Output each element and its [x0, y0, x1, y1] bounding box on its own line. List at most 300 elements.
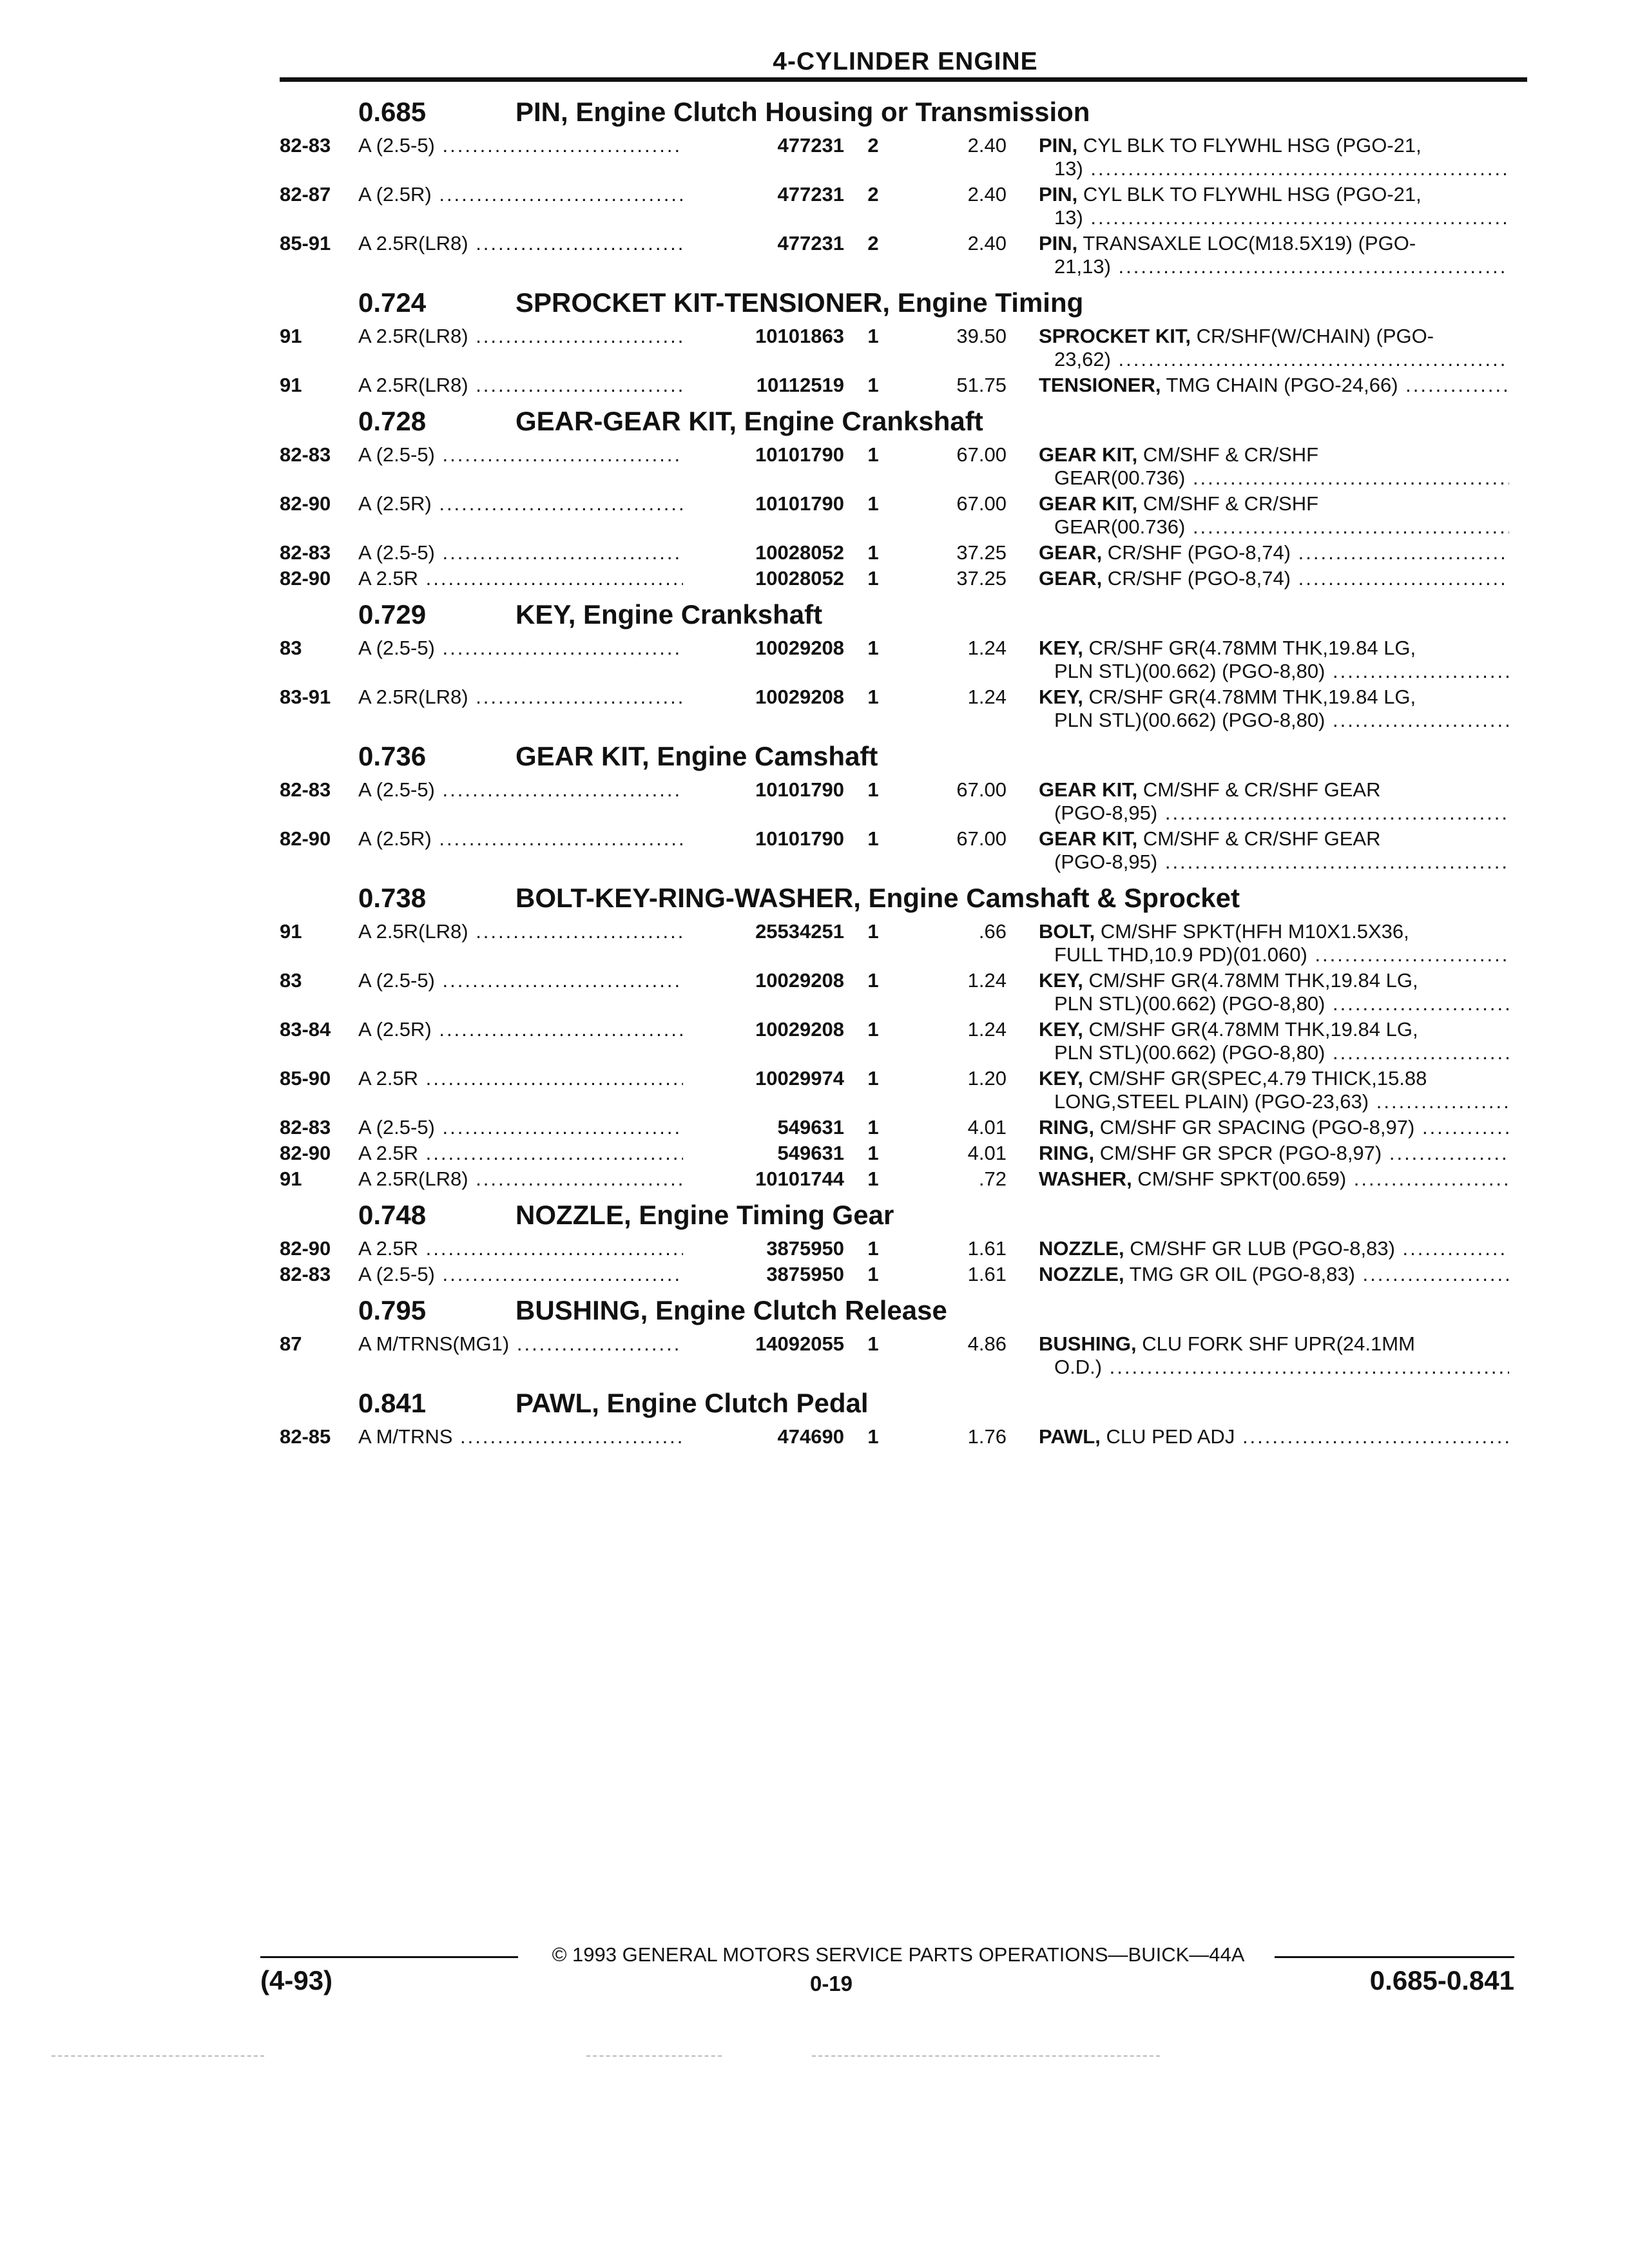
- description-text: O.D.): [1054, 1356, 1103, 1378]
- part-type-keyword: GEAR KIT,: [1039, 443, 1138, 466]
- price: 1.24: [967, 969, 1007, 992]
- header-rule: [280, 77, 1527, 82]
- description-text: CM/SHF & CR/SHF GEAR: [1137, 827, 1381, 850]
- part-type-keyword: TENSIONER,: [1039, 374, 1161, 396]
- description-text: CR/SHF (PGO-8,74): [1102, 567, 1291, 590]
- model-years: 82-90: [280, 567, 331, 590]
- part-type-keyword: BUSHING,: [1039, 1332, 1137, 1355]
- description-text: CM/SHF GR LUB (PGO-8,83): [1124, 1237, 1395, 1260]
- section-number: 0.736: [358, 741, 427, 771]
- part-number: 10101744: [683, 1168, 844, 1191]
- description-text: CR/SHF GR(4.78MM THK,19.84 LG,: [1083, 637, 1416, 659]
- part-type-keyword: KEY,: [1039, 637, 1083, 659]
- description-line: [1039, 206, 1509, 229]
- description-line: [1039, 637, 1509, 660]
- description-line: [1039, 232, 1509, 255]
- section-header: [0, 406, 1629, 443]
- part-number: 549631: [683, 1116, 844, 1139]
- part-description: [1039, 1425, 1509, 1448]
- footer-copyright: © 1993 GENERAL MOTORS SERVICE PARTS OPERATIONS—BUICK—44A: [552, 1943, 1245, 1966]
- section-0-728: [0, 406, 1629, 599]
- description-text: (PGO-8,95): [1054, 850, 1158, 873]
- price: .72: [978, 1168, 1007, 1190]
- section-header: [0, 1388, 1629, 1425]
- model-years: 83: [280, 637, 302, 659]
- part-number: 14092055: [683, 1332, 844, 1356]
- description-line: [1039, 374, 1509, 397]
- model-code: A 2.5R(LR8) .....: [358, 325, 693, 348]
- model-code: A M/TRNS .....: [358, 1425, 693, 1448]
- section-number: 0.748: [358, 1200, 427, 1230]
- model-code: A 2.5R(LR8) .....: [358, 686, 693, 709]
- model-code: A (2.5R) .....: [358, 827, 693, 850]
- section-header: [0, 599, 1629, 637]
- quantity: 1: [867, 1168, 879, 1190]
- model-years: 82-83: [280, 134, 331, 157]
- part-description: [1039, 1263, 1509, 1286]
- footer-rule-right: [1275, 1956, 1514, 1958]
- quantity: 1: [867, 567, 879, 590]
- part-type-keyword: KEY,: [1039, 686, 1083, 708]
- model-code: A (2.5-5) .....: [358, 541, 693, 564]
- model-years: 91: [280, 1168, 302, 1190]
- section-number: 0.841: [358, 1388, 427, 1418]
- description-line: [1039, 920, 1509, 943]
- model-code: A (2.5R) .....: [358, 183, 693, 206]
- part-number: 10029208: [683, 637, 844, 660]
- part-row: [0, 1332, 1629, 1381]
- model-code: A (2.5R) .....: [358, 1018, 693, 1041]
- description-text: CM/SHF & CR/SHF: [1137, 443, 1319, 466]
- description-line: [1039, 515, 1509, 539]
- part-row: [0, 1425, 1629, 1451]
- quantity: 1: [867, 1237, 879, 1260]
- part-type-keyword: RING,: [1039, 1142, 1095, 1164]
- part-row: [0, 1263, 1629, 1289]
- section-title: GEAR-GEAR KIT, Engine Crankshaft: [516, 406, 983, 436]
- quantity: 1: [867, 325, 879, 347]
- part-description: [1039, 1018, 1509, 1064]
- description-text: CM/SHF GR SPCR (PGO-8,97): [1094, 1142, 1382, 1164]
- price: 51.75: [956, 374, 1007, 396]
- part-row: [0, 969, 1629, 1018]
- section-header: [0, 1295, 1629, 1332]
- part-number: 3875950: [683, 1237, 844, 1260]
- footer-rule-left: [260, 1956, 518, 1958]
- description-line: [1039, 969, 1509, 992]
- model-code: A 2.5R .....: [358, 567, 693, 590]
- part-number: 25534251: [683, 920, 844, 943]
- section-number: 0.685: [358, 97, 427, 127]
- description-text: (PGO-8,95): [1054, 802, 1158, 824]
- part-description: [1039, 1332, 1509, 1379]
- part-row: [0, 567, 1629, 593]
- model-years: 82-90: [280, 492, 331, 515]
- model-years: 82-83: [280, 1263, 331, 1285]
- part-number: 10029974: [683, 1067, 844, 1090]
- part-type-keyword: NOZZLE,: [1039, 1237, 1124, 1260]
- description-text: TMG GR OIL (PGO-8,83): [1124, 1263, 1355, 1285]
- price: 67.00: [956, 492, 1007, 515]
- section-0-748: [0, 1200, 1629, 1295]
- price: 67.00: [956, 778, 1007, 801]
- section-0-841: [0, 1388, 1629, 1457]
- price: 67.00: [956, 827, 1007, 850]
- part-description: [1039, 637, 1509, 683]
- model-years: 82-83: [280, 541, 331, 564]
- part-type-keyword: KEY,: [1039, 1018, 1083, 1041]
- model-years: 82-90: [280, 1142, 331, 1164]
- part-row: [0, 183, 1629, 232]
- part-row: [0, 637, 1629, 686]
- description-line: [1039, 1168, 1509, 1191]
- part-type-keyword: BOLT,: [1039, 920, 1095, 943]
- description-text: LONG,STEEL PLAIN) (PGO-23,63): [1054, 1090, 1369, 1113]
- description-line: [1039, 541, 1509, 564]
- section-title: BOLT-KEY-RING-WASHER, Engine Camshaft & Sprocket: [516, 883, 1240, 913]
- model-years: 91: [280, 374, 302, 396]
- model-years: 82-83: [280, 443, 331, 466]
- description-line: [1039, 1425, 1509, 1448]
- description-line: [1039, 1263, 1509, 1286]
- description-text: CR/SHF(W/CHAIN) (PGO-: [1190, 325, 1434, 347]
- part-description: [1039, 183, 1509, 229]
- model-code: A (2.5-5) .....: [358, 443, 693, 466]
- section-title: BUSHING, Engine Clutch Release: [516, 1295, 947, 1325]
- section-0-729: [0, 599, 1629, 741]
- part-description: [1039, 1116, 1509, 1139]
- description-line: [1039, 1041, 1509, 1064]
- part-description: [1039, 778, 1509, 825]
- part-description: [1039, 827, 1509, 874]
- part-type-keyword: GEAR KIT,: [1039, 778, 1138, 801]
- section-title: PIN, Engine Clutch Housing or Transmission: [516, 97, 1090, 127]
- section-number: 0.729: [358, 599, 427, 629]
- quantity: 1: [867, 1332, 879, 1355]
- description-text: 13): [1054, 157, 1083, 180]
- description-line: [1039, 1090, 1509, 1113]
- model-code: A (2.5-5) .....: [358, 134, 693, 157]
- part-type-keyword: RING,: [1039, 1116, 1095, 1139]
- section-number: 0.724: [358, 287, 427, 318]
- model-years: 82-87: [280, 183, 331, 206]
- part-number: 474690: [683, 1425, 844, 1448]
- quantity: 1: [867, 443, 879, 466]
- part-type-keyword: SPROCKET KIT,: [1039, 325, 1191, 347]
- price: 2.40: [967, 232, 1007, 255]
- model-code: A 2.5R .....: [358, 1067, 693, 1090]
- description-line: [1039, 686, 1509, 709]
- description-text: GEAR(00.736): [1054, 515, 1186, 538]
- section-title: SPROCKET KIT-TENSIONER, Engine Timing: [516, 287, 1084, 318]
- section-0-736: [0, 741, 1629, 883]
- description-text: TRANSAXLE LOC(M18.5X19) (PGO-: [1077, 232, 1416, 255]
- footer-item-range: 0.685-0.841: [1369, 1965, 1514, 1995]
- description-line: [1039, 1356, 1509, 1379]
- quantity: 2: [867, 134, 879, 157]
- description-line: [1039, 466, 1509, 490]
- description-text: CR/SHF GR(4.78MM THK,19.84 LG,: [1083, 686, 1416, 708]
- part-number: 549631: [683, 1142, 844, 1165]
- part-number: 10112519: [683, 374, 844, 397]
- quantity: 1: [867, 969, 879, 992]
- description-line: [1039, 1142, 1509, 1165]
- description-line: [1039, 443, 1509, 466]
- quantity: 1: [867, 374, 879, 396]
- part-number: 10101790: [683, 492, 844, 515]
- description-text: PLN STL)(00.662) (PGO-8,80): [1054, 660, 1325, 682]
- quantity: 2: [867, 183, 879, 206]
- part-type-keyword: PIN,: [1039, 183, 1078, 206]
- model-code: A (2.5R) .....: [358, 492, 693, 515]
- part-row: [0, 1168, 1629, 1193]
- section-header: [0, 287, 1629, 325]
- quantity: 2: [867, 232, 879, 255]
- part-description: [1039, 134, 1509, 180]
- part-row: [0, 374, 1629, 399]
- description-line: [1039, 1018, 1509, 1041]
- part-description: [1039, 920, 1509, 966]
- model-years: 91: [280, 920, 302, 943]
- price: 2.40: [967, 183, 1007, 206]
- price: 1.24: [967, 1018, 1007, 1041]
- part-number: 10101790: [683, 778, 844, 802]
- description-line: [1039, 567, 1509, 590]
- description-text: CR/SHF (PGO-8,74): [1102, 541, 1291, 564]
- part-description: [1039, 1067, 1509, 1113]
- section-number: 0.795: [358, 1295, 427, 1325]
- description-line: [1039, 183, 1509, 206]
- price: 67.00: [956, 443, 1007, 466]
- description-text: CLU PED ADJ: [1100, 1425, 1235, 1448]
- description-text: CM/SHF SPKT(HFH M10X1.5X36,: [1095, 920, 1409, 943]
- price: 4.86: [967, 1332, 1007, 1355]
- page-title: 4-CYLINDER ENGINE: [773, 48, 1038, 75]
- section-number: 0.738: [358, 883, 427, 913]
- description-text: PLN STL)(00.662) (PGO-8,80): [1054, 709, 1325, 731]
- description-text: CM/SHF GR SPACING (PGO-8,97): [1094, 1116, 1415, 1139]
- description-line: [1039, 1067, 1509, 1090]
- part-type-keyword: PIN,: [1039, 232, 1078, 255]
- description-line: [1039, 1237, 1509, 1260]
- quantity: 1: [867, 686, 879, 708]
- model-code: A (2.5-5) .....: [358, 778, 693, 802]
- model-years: 85-91: [280, 232, 331, 255]
- model-code: A 2.5R(LR8) .....: [358, 1168, 693, 1191]
- section-header: [0, 97, 1629, 134]
- quantity: 1: [867, 920, 879, 943]
- description-line: [1039, 660, 1509, 683]
- description-text: CM/SHF SPKT(00.659): [1132, 1168, 1347, 1190]
- part-number: 477231: [683, 134, 844, 157]
- section-title: NOZZLE, Engine Timing Gear: [516, 1200, 894, 1230]
- description-text: CM/SHF & CR/SHF GEAR: [1137, 778, 1381, 801]
- part-number: 10028052: [683, 567, 844, 590]
- price: 1.61: [967, 1263, 1007, 1285]
- part-row: [0, 1018, 1629, 1067]
- description-line: [1039, 492, 1509, 515]
- description-text: FULL THD,10.9 PD)(01.060): [1054, 943, 1307, 966]
- price: 1.20: [967, 1067, 1007, 1090]
- section-0-795: [0, 1295, 1629, 1388]
- price: 4.01: [967, 1116, 1007, 1139]
- part-number: 10101790: [683, 443, 844, 466]
- model-years: 82-83: [280, 778, 331, 801]
- section-0-738: [0, 883, 1629, 1200]
- description-line: [1039, 255, 1509, 278]
- part-row: [0, 1142, 1629, 1168]
- description-text: PLN STL)(00.662) (PGO-8,80): [1054, 1041, 1325, 1064]
- description-text: CM/SHF GR(SPEC,4.79 THICK,15.88: [1083, 1067, 1427, 1090]
- part-row: [0, 686, 1629, 735]
- part-type-keyword: PAWL,: [1039, 1425, 1101, 1448]
- part-row: [0, 443, 1629, 492]
- description-line: [1039, 1116, 1509, 1139]
- part-number: 477231: [683, 232, 844, 255]
- part-description: [1039, 374, 1509, 397]
- description-line: [1039, 348, 1509, 371]
- part-row: [0, 778, 1629, 827]
- price: 1.76: [967, 1425, 1007, 1448]
- part-description: [1039, 541, 1509, 564]
- description-text: CM/SHF & CR/SHF: [1137, 492, 1319, 515]
- model-years: 82-90: [280, 827, 331, 850]
- model-years: 83-91: [280, 686, 331, 708]
- description-text: GEAR(00.736): [1054, 466, 1186, 489]
- description-text: CYL BLK TO FLYWHL HSG (PGO-21,: [1077, 134, 1422, 157]
- quantity: 1: [867, 541, 879, 564]
- description-line: [1039, 943, 1509, 966]
- description-text: CM/SHF GR(4.78MM THK,19.84 LG,: [1083, 1018, 1418, 1041]
- part-number: 477231: [683, 183, 844, 206]
- description-text: TMG CHAIN (PGO-24,66): [1161, 374, 1398, 396]
- part-row: [0, 232, 1629, 281]
- part-row: [0, 1067, 1629, 1116]
- part-row: [0, 920, 1629, 969]
- quantity: 1: [867, 492, 879, 515]
- price: 4.01: [967, 1142, 1007, 1164]
- description-line: [1039, 157, 1509, 180]
- part-description: [1039, 1142, 1509, 1165]
- footer-page-number: 0-19: [809, 1972, 853, 1995]
- model-years: 91: [280, 325, 302, 347]
- price: 37.25: [956, 567, 1007, 590]
- quantity: 1: [867, 1067, 879, 1090]
- description-line: [1039, 850, 1509, 874]
- part-description: [1039, 232, 1509, 278]
- model-code: A 2.5R(LR8) .....: [358, 232, 693, 255]
- model-years: 83: [280, 969, 302, 992]
- part-description: [1039, 1237, 1509, 1260]
- model-code: A M/TRNS(MG1) .....: [358, 1332, 693, 1356]
- part-description: [1039, 325, 1509, 371]
- section-number: 0.728: [358, 406, 427, 436]
- model-code: A 2.5R(LR8) .....: [358, 920, 693, 943]
- part-type-keyword: GEAR,: [1039, 541, 1103, 564]
- description-text: CM/SHF GR(4.78MM THK,19.84 LG,: [1083, 969, 1418, 992]
- part-number: 10029208: [683, 686, 844, 709]
- section-0-724: [0, 287, 1629, 406]
- part-number: 10101790: [683, 827, 844, 850]
- model-years: 83-84: [280, 1018, 331, 1041]
- model-code: A 2.5R(LR8) .....: [358, 374, 693, 397]
- quantity: 1: [867, 827, 879, 850]
- part-row: [0, 827, 1629, 876]
- price: 2.40: [967, 134, 1007, 157]
- part-type-keyword: GEAR KIT,: [1039, 827, 1138, 850]
- model-years: 82-85: [280, 1425, 331, 1448]
- price: 1.61: [967, 1237, 1007, 1260]
- section-header: [0, 741, 1629, 778]
- part-row: [0, 492, 1629, 541]
- model-code: A (2.5-5) .....: [358, 1116, 693, 1139]
- part-row: [0, 325, 1629, 374]
- section-header: [0, 1200, 1629, 1237]
- quantity: 1: [867, 1425, 879, 1448]
- description-line: [1039, 778, 1509, 802]
- part-row: [0, 1116, 1629, 1142]
- part-type-keyword: WASHER,: [1039, 1168, 1132, 1190]
- part-type-keyword: NOZZLE,: [1039, 1263, 1124, 1285]
- quantity: 1: [867, 1142, 879, 1164]
- part-description: [1039, 492, 1509, 539]
- part-row: [0, 1237, 1629, 1263]
- price: .66: [978, 920, 1007, 943]
- part-type-keyword: PIN,: [1039, 134, 1078, 157]
- part-number: 10101863: [683, 325, 844, 348]
- model-code: A (2.5-5) .....: [358, 969, 693, 992]
- description-line: [1039, 709, 1509, 732]
- footer-revision-date: (4-93): [260, 1965, 333, 1995]
- part-description: [1039, 686, 1509, 732]
- part-number: 10028052: [683, 541, 844, 564]
- quantity: 1: [867, 637, 879, 659]
- description-text: CLU FORK SHF UPR(24.1MM: [1136, 1332, 1415, 1355]
- part-description: [1039, 1168, 1509, 1191]
- model-code: A (2.5-5) .....: [358, 637, 693, 660]
- description-line: [1039, 802, 1509, 825]
- price: 37.25: [956, 541, 1007, 564]
- part-type-keyword: KEY,: [1039, 969, 1083, 992]
- description-text: 13): [1054, 206, 1083, 229]
- section-0-685: [0, 97, 1629, 287]
- description-text: 21,13): [1054, 255, 1111, 278]
- description-text: PLN STL)(00.662) (PGO-8,80): [1054, 992, 1325, 1015]
- quantity: 1: [867, 1018, 879, 1041]
- description-line: [1039, 325, 1509, 348]
- description-line: [1039, 1332, 1509, 1356]
- part-number: 10029208: [683, 1018, 844, 1041]
- section-title: KEY, Engine Crankshaft: [516, 599, 823, 629]
- part-description: [1039, 969, 1509, 1015]
- model-years: 82-83: [280, 1116, 331, 1139]
- part-row: [0, 541, 1629, 567]
- model-code: A (2.5-5) .....: [358, 1263, 693, 1286]
- section-header: [0, 883, 1629, 920]
- price: 1.24: [967, 686, 1007, 708]
- part-type-keyword: GEAR,: [1039, 567, 1103, 590]
- parts-catalog: [0, 97, 1629, 1457]
- part-type-keyword: GEAR KIT,: [1039, 492, 1138, 515]
- scan-artifact: [812, 2055, 1160, 2057]
- description-text: CYL BLK TO FLYWHL HSG (PGO-21,: [1077, 183, 1422, 206]
- quantity: 1: [867, 1263, 879, 1285]
- description-line: [1039, 992, 1509, 1015]
- part-number: 10029208: [683, 969, 844, 992]
- part-row: [0, 134, 1629, 183]
- description-text: 23,62): [1054, 348, 1111, 370]
- part-description: [1039, 443, 1509, 490]
